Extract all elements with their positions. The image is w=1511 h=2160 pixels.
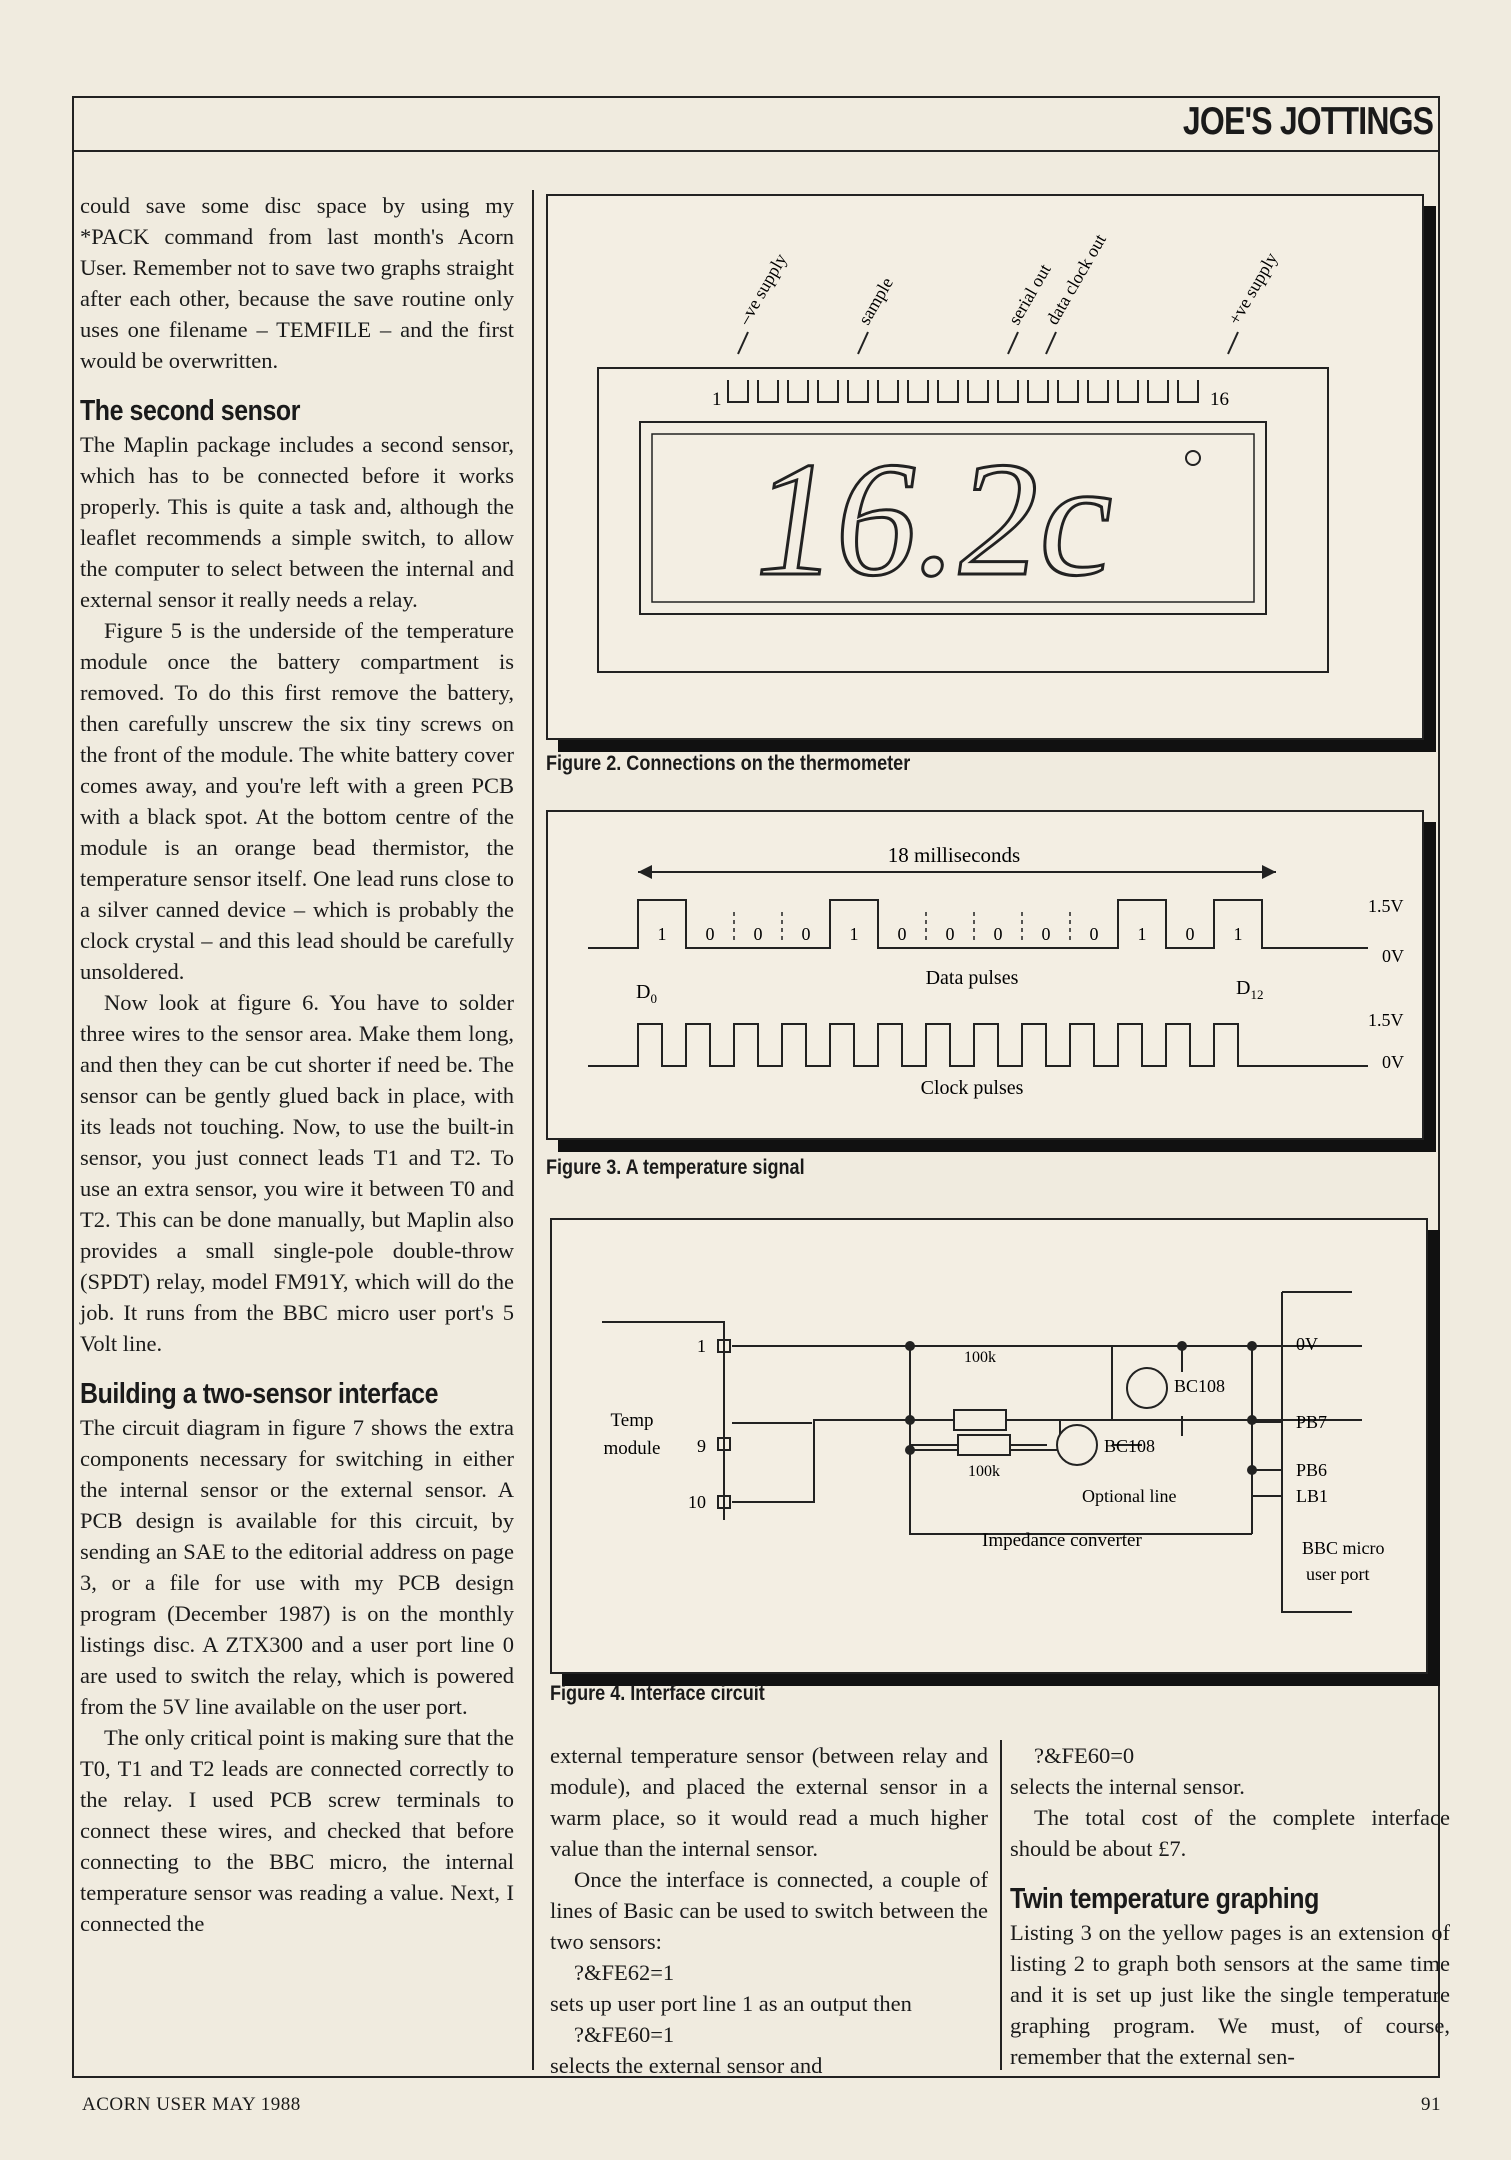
pin-1: 1 [697, 1336, 706, 1356]
figure-3 [546, 810, 1424, 1140]
data-low-level: 0V [1382, 946, 1404, 966]
paragraph: selects the external sensor and [550, 2053, 823, 2078]
pin-socket [1118, 380, 1138, 402]
paragraph: sets up user port line 1 as an output then [550, 1991, 912, 2016]
pin-socket [758, 380, 778, 402]
output-lb1: LB1 [1296, 1486, 1329, 1506]
connection-label: sample [854, 273, 897, 328]
connection-tick [738, 332, 748, 354]
pin-socket [908, 380, 928, 402]
connection-label: serial out [1004, 260, 1055, 328]
output-pb6: PB6 [1296, 1460, 1328, 1480]
pin-socket [878, 380, 898, 402]
module-label: Temp [610, 1410, 654, 1431]
pin-1-label: 1 [712, 389, 722, 410]
connection-tick [1228, 332, 1238, 354]
code-line: ?&FE62=1 [574, 1960, 675, 1985]
connection-tick [1008, 332, 1018, 354]
d12-label: $D_{12}$ [1236, 977, 1264, 1002]
duration-label: 18 milliseconds [887, 843, 1021, 867]
transistor-2-label: BC108 [1104, 1436, 1156, 1456]
resistor-2 [958, 1435, 1010, 1455]
pin-socket [1088, 380, 1108, 402]
transistor-2 [1057, 1425, 1097, 1465]
signal-diagram [548, 812, 1422, 1138]
output-pb7: PB7 [1296, 1412, 1328, 1432]
lcd-readout: 16.2c [741, 427, 1128, 610]
bit-value: 0 [705, 924, 715, 944]
bit-value: 1 [1233, 924, 1243, 944]
page-number: 91 [1421, 2094, 1441, 2115]
thermometer-diagram [548, 196, 1422, 738]
connection-label: +ve supply [1224, 249, 1282, 328]
pin-socket [848, 380, 868, 402]
degree-symbol [1186, 451, 1200, 465]
paragraph: Figure 5 is the underside of the temperature module once the battery compartment is removed. To do this first remove the battery, then carefully unscrew the six tiny screws on the front of the module. The white battery cover comes away, and you're left with a green PCB with a black spot. At the bottom centre of the module is an orange bead thermistor, the temperature sensor itself. One lead runs close to a silver canned device – which is probably the clock crystal – and this lead should be carefully unsoldered. [80, 618, 514, 984]
arrow-head-left [638, 865, 652, 879]
figure-4 [550, 1218, 1428, 1674]
section-heading: Twin temperature graphing [1010, 1883, 1319, 1915]
connection-label: –ve supply [734, 250, 791, 328]
port-label: user port [1306, 1564, 1370, 1584]
bit-value: 0 [897, 924, 907, 944]
bit-value: 0 [753, 924, 763, 944]
bit-value: 1 [849, 924, 859, 944]
bit-value: 0 [1089, 924, 1099, 944]
section-kicker: JOE'S JOTTINGS [1182, 100, 1433, 143]
transistor-1 [1127, 1368, 1167, 1408]
paragraph: Now look at figure 6. You have to solder three wires to the sensor area. Make them long, and then they can be cut shorter if need be. The sensor can be gently glued back in place, with its leads not touching. Now, to use the built-in sensor, you just connect leads T1 and T2. To use an extra sensor, you wire it between T0 and T2. This can be done manually, but Maplin also provides a small single-pole double-throw (SPDT) relay, model FM91Y, which will do the job. It runs from the BBC micro user port's 5 Volt line. [80, 990, 514, 1356]
paragraph: Listing 3 on the yellow pages is an extension of listing 2 to graph both sensors at the same time and it is set up just like the single temperature graphing program. We must, of course, remember that the external sen- [1010, 1920, 1450, 2069]
output-0v: 0V [1296, 1334, 1318, 1354]
pin-socket [788, 380, 808, 402]
column-1 [80, 190, 514, 1939]
d0-label: $D_0$ [636, 981, 657, 1006]
pin-socket [1058, 380, 1078, 402]
resistor-1-label: 100k [964, 1349, 996, 1366]
clock-high-level: 1.5V [1368, 1010, 1404, 1030]
section-heading: The second sensor [80, 395, 300, 427]
pin-row [728, 380, 1198, 402]
clock-low-level: 0V [1382, 1052, 1404, 1072]
connection-tick [1046, 332, 1056, 354]
bit-value: 0 [1185, 924, 1195, 944]
bit-value: 1 [1137, 924, 1147, 944]
pin-socket [968, 380, 988, 402]
optional-line-label: Optional line [1082, 1486, 1177, 1506]
figure-3-caption: Figure 3. A temperature signal [546, 1156, 805, 1179]
clock-pulses-label: Clock pulses [920, 1077, 1024, 1099]
figure-4-caption: Figure 4. Interface circuit [550, 1682, 765, 1705]
connection-label: data clock out [1042, 230, 1110, 328]
bit-value: 1 [657, 924, 667, 944]
column-rule [532, 190, 534, 2070]
transistor-1-label: BC108 [1174, 1376, 1226, 1396]
module-label: module [603, 1438, 661, 1459]
paragraph: selects the internal sensor. [1010, 1774, 1245, 1799]
paragraph: The Maplin package includes a second sensor, which has to be connected before it works properly. This is quite a task and, although the leaflet recommends a simple switch, to allow the computer to select between the internal and external sensor it really needs a relay. [80, 432, 514, 612]
pin-socket [1028, 380, 1048, 402]
pin-socket [1178, 380, 1198, 402]
pin-socket [998, 380, 1018, 402]
bit-value: 0 [993, 924, 1003, 944]
bit-value: 0 [1041, 924, 1051, 944]
paragraph: The total cost of the complete interface should be about £7. [1010, 1805, 1450, 1861]
paragraph: external temperature sensor (between relay and module), and placed the external sensor in a warm place, so it would read a much higher value than the internal sensor. [550, 1743, 988, 1861]
clock-pulses [588, 1024, 1368, 1066]
pin-9: 9 [697, 1436, 706, 1456]
pin-16-label: 16 [1210, 389, 1229, 410]
data-pulses [588, 900, 1368, 948]
connection-tick [858, 332, 868, 354]
figure-2 [546, 194, 1424, 740]
figure-2-caption: Figure 2. Connections on the thermometer [546, 752, 911, 775]
section-heading: Building a two-sensor interface [80, 1378, 439, 1410]
pin-10: 10 [688, 1492, 706, 1512]
impedance-converter-label: Impedance converter [982, 1530, 1142, 1551]
column-rule [1000, 1740, 1002, 2070]
footer-publication: ACORN USER MAY 1988 [82, 2094, 301, 2115]
data-high-level: 1.5V [1368, 896, 1404, 916]
bit-value: 0 [801, 924, 811, 944]
paragraph: The circuit diagram in figure 7 shows the extra components necessary for switching in either the internal sensor or the external sensor. A PCB design is available for this circuit, by sending an SAE to the editorial address on page 3, or a file for use with my PCB design program (December 1987) is on the monthly listings disc. A ZTX300 and a user port line 0 are used to switch the relay, which is powered from the 5V line available on the user port. [80, 1415, 514, 1719]
code-line: ?&FE60=0 [1034, 1743, 1135, 1768]
arrow-head-right [1262, 865, 1276, 879]
pin-labels [734, 231, 1282, 354]
column-3 [1010, 1740, 1450, 2072]
column-2 [550, 1740, 988, 2081]
bit-value: 0 [945, 924, 955, 944]
header-rule [72, 150, 1440, 152]
pin-socket [1148, 380, 1168, 402]
pin-socket [728, 380, 748, 402]
pin-socket [818, 380, 838, 402]
code-line: ?&FE60=1 [574, 2022, 675, 2047]
resistor-1 [954, 1410, 1006, 1430]
resistor-2-label: 100k [968, 1463, 1000, 1480]
paragraph: could save some disc space by using my *PACK command from last month's Acorn User. Remember not to save two graphs straight after each other, because the save routine only uses one filename – TEMFILE – and the first would be overwritten. [80, 193, 514, 373]
paragraph: Once the interface is connected, a couple of lines of Basic can be used to switch between the two sensors: [550, 1867, 988, 1954]
interface-circuit [552, 1220, 1426, 1672]
pin-socket [938, 380, 958, 402]
clock-waveform [588, 1024, 1368, 1066]
port-label: BBC micro [1302, 1538, 1385, 1558]
data-pulses-label: Data pulses [925, 967, 1019, 989]
paragraph: The only critical point is making sure that the T0, T1 and T2 leads are connected correctly to the relay. I used PCB screw terminals to connect these wires, and checked that before connecting to the BBC micro, the internal temperature sensor was reading a value. Next, I connected the [80, 1725, 514, 1936]
